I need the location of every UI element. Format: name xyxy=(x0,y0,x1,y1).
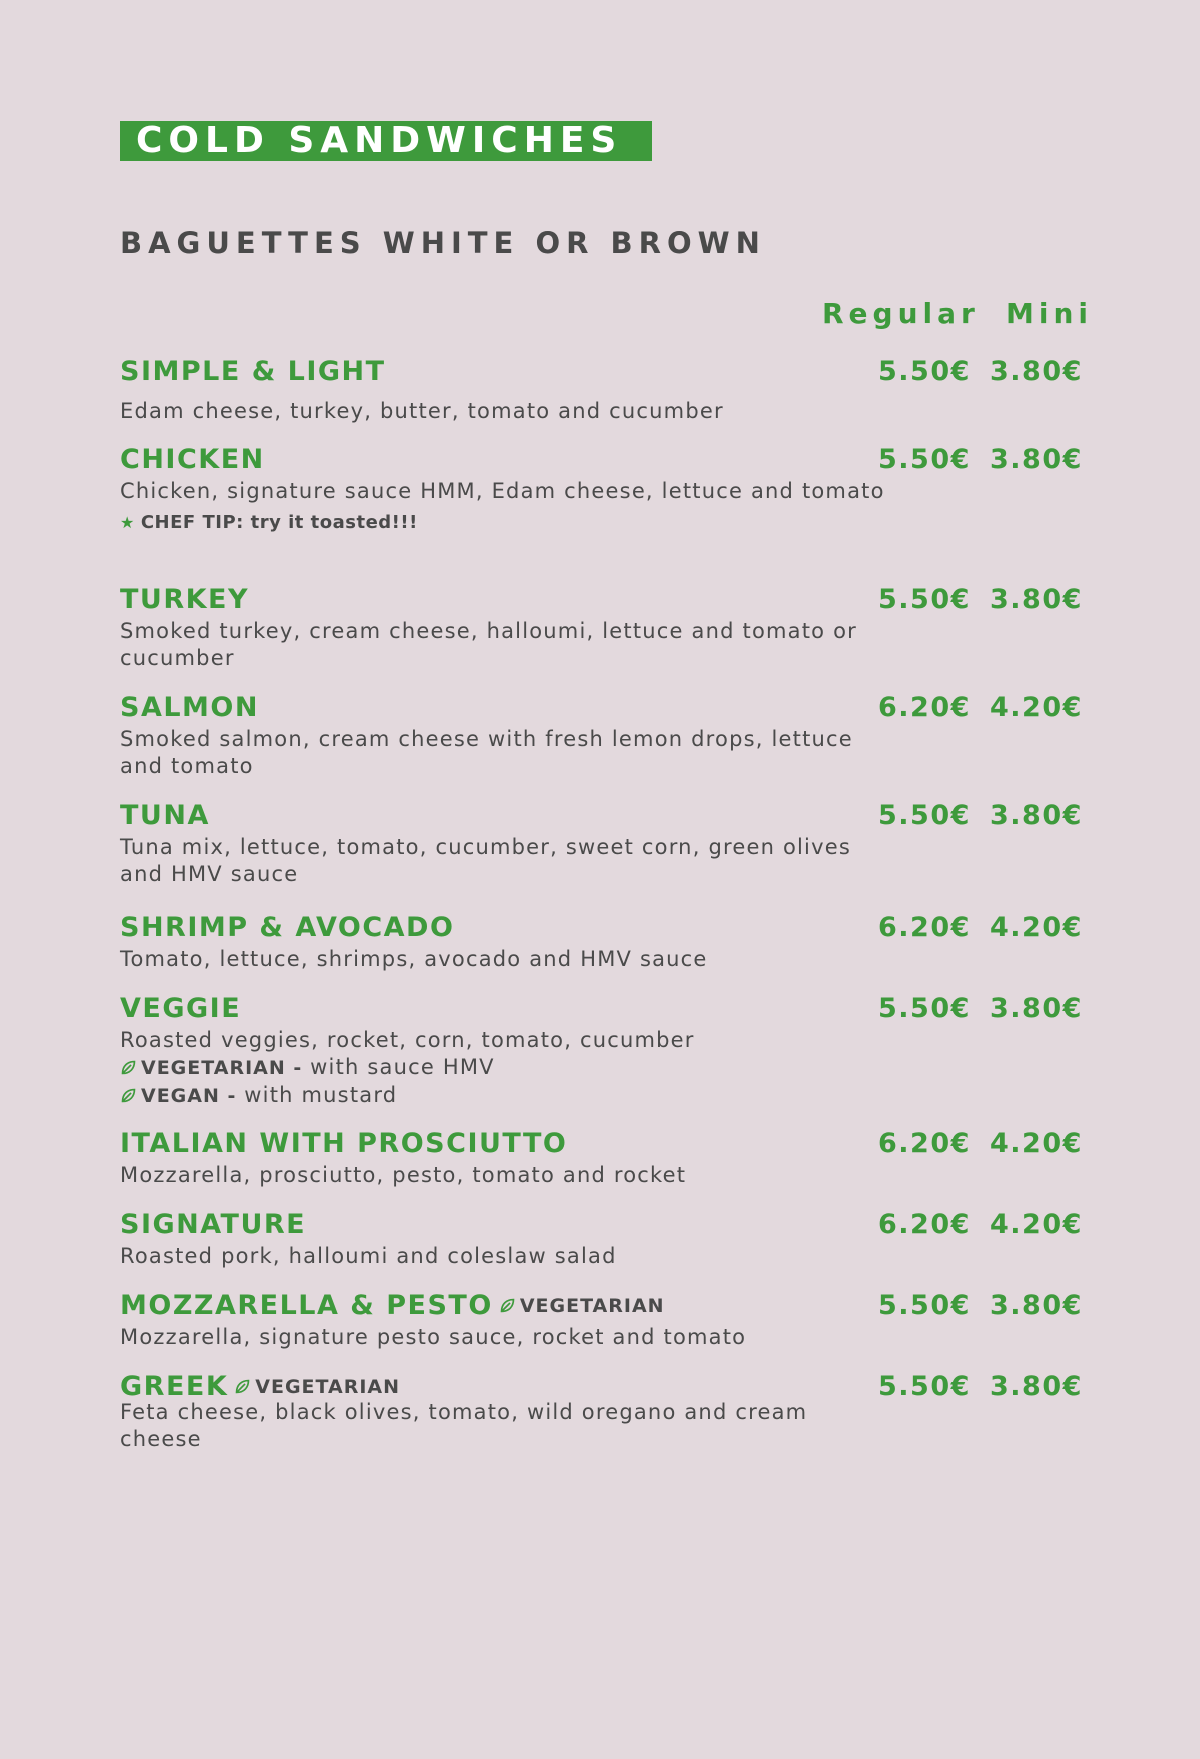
leaf-icon xyxy=(120,1059,137,1076)
column-header-mini: Mini xyxy=(1006,297,1093,330)
price-regular: 5.50€ xyxy=(878,1290,971,1321)
chef-tip xyxy=(120,511,1080,535)
menu-item-turkey xyxy=(120,584,1083,672)
item-description: Mozzarella, signature pesto sauce, rocket and tomato xyxy=(120,1325,747,1349)
menu-item-greek xyxy=(120,1371,1083,1453)
menu-item-mozzarella-pesto xyxy=(120,1290,1083,1351)
price-mini: 3.80€ xyxy=(990,993,1083,1024)
diet-tag: VEGETARIAN - xyxy=(141,1057,303,1079)
menu-item-veggie xyxy=(120,993,1083,1110)
price-mini: 3.80€ xyxy=(990,800,1083,831)
item-name: SIGNATURE xyxy=(120,1209,307,1240)
price-mini: 4.20€ xyxy=(990,1209,1083,1240)
vegetarian-badge xyxy=(499,1295,665,1317)
item-name: ITALIAN WITH PROSCIUTTO xyxy=(120,1128,568,1159)
leaf-icon xyxy=(499,1297,516,1314)
item-name: TURKEY xyxy=(120,584,250,615)
diet-text: with sauce HMV xyxy=(310,1055,495,1079)
price-regular: 6.20€ xyxy=(878,912,971,943)
price-mini: 3.80€ xyxy=(990,584,1083,615)
price-mini: 3.80€ xyxy=(990,444,1083,475)
vegetarian-badge xyxy=(234,1376,400,1398)
item-description: Edam cheese, turkey, butter, tomato and cucumber xyxy=(120,399,724,423)
price-regular: 5.50€ xyxy=(878,993,971,1024)
item-description: Feta cheese, black olives, tomato, wild oregano and cream cheese xyxy=(120,1400,808,1451)
price-regular: 5.50€ xyxy=(878,1371,971,1402)
diet-text: with mustard xyxy=(244,1083,398,1107)
menu-item-simple-light xyxy=(120,356,1083,425)
menu-subtitle: BAGUETTES WHITE OR BROWN xyxy=(120,226,766,260)
item-name: SIMPLE & LIGHT xyxy=(120,356,386,387)
item-description: Smoked salmon, cream cheese with fresh lemon drops, lettuce and tomato xyxy=(120,727,853,778)
column-header-regular: Regular xyxy=(822,297,980,330)
badge-label: VEGETARIAN xyxy=(255,1376,401,1398)
item-name: SHRIMP & AVOCADO xyxy=(120,912,455,943)
item-name: TUNA xyxy=(120,800,210,831)
price-mini: 3.80€ xyxy=(990,1371,1083,1402)
item-name: MOZZARELLA & PESTO xyxy=(120,1290,493,1321)
price-regular: 6.20€ xyxy=(878,1128,971,1159)
diet-tag: VEGAN - xyxy=(141,1085,237,1107)
item-name: VEGGIE xyxy=(120,993,242,1024)
item-description: Tuna mix, lettuce, tomato, cucumber, sweet corn, green olives and HMV sauce xyxy=(120,835,851,886)
item-name: SALMON xyxy=(120,692,259,723)
price-mini: 3.80€ xyxy=(990,356,1083,387)
price-regular: 6.20€ xyxy=(878,692,971,723)
price-mini: 3.80€ xyxy=(990,1290,1083,1321)
leaf-icon xyxy=(120,1087,137,1104)
item-description: Chicken, signature sauce HMM, Edam cheese, lettuce and tomato xyxy=(120,479,885,503)
section-title: COLD SANDWICHES xyxy=(120,121,652,161)
item-description: Roasted pork, halloumi and coleslaw salad xyxy=(120,1244,617,1268)
item-name: CHICKEN xyxy=(120,444,265,475)
menu-item-chicken xyxy=(120,444,1083,535)
menu-item-salmon xyxy=(120,692,1083,780)
menu-item-tuna xyxy=(120,800,1083,888)
price-mini: 4.20€ xyxy=(990,1128,1083,1159)
price-regular: 5.50€ xyxy=(878,444,971,475)
item-description: Tomato, lettuce, shrimps, avocado and HMV sauce xyxy=(120,947,708,971)
price-regular: 5.50€ xyxy=(878,800,971,831)
price-mini: 4.20€ xyxy=(990,912,1083,943)
menu-item-shrimp-avocado xyxy=(120,912,1083,973)
leaf-icon xyxy=(234,1378,251,1395)
item-description: Roasted veggies, rocket, corn, tomato, cucumber xyxy=(120,1028,695,1052)
badge-label: VEGETARIAN xyxy=(519,1295,665,1317)
item-description: Smoked turkey, cream cheese, halloumi, lettuce and tomato or cucumber xyxy=(120,619,857,670)
diet-option-vegan xyxy=(120,1082,1080,1110)
star-icon: ★ xyxy=(120,513,135,532)
price-regular: 5.50€ xyxy=(878,584,971,615)
menu-item-signature xyxy=(120,1209,1083,1270)
menu-item-italian-prosciutto xyxy=(120,1128,1083,1189)
diet-option-vegetarian xyxy=(120,1054,1080,1082)
chef-tip-text: CHEF TIP: try it toasted!!! xyxy=(140,512,418,533)
price-mini: 4.20€ xyxy=(990,692,1083,723)
price-regular: 5.50€ xyxy=(878,356,971,387)
price-regular: 6.20€ xyxy=(878,1209,971,1240)
item-description: Mozzarella, prosciutto, pesto, tomato and rocket xyxy=(120,1163,687,1187)
item-name: GREEK xyxy=(120,1371,229,1402)
